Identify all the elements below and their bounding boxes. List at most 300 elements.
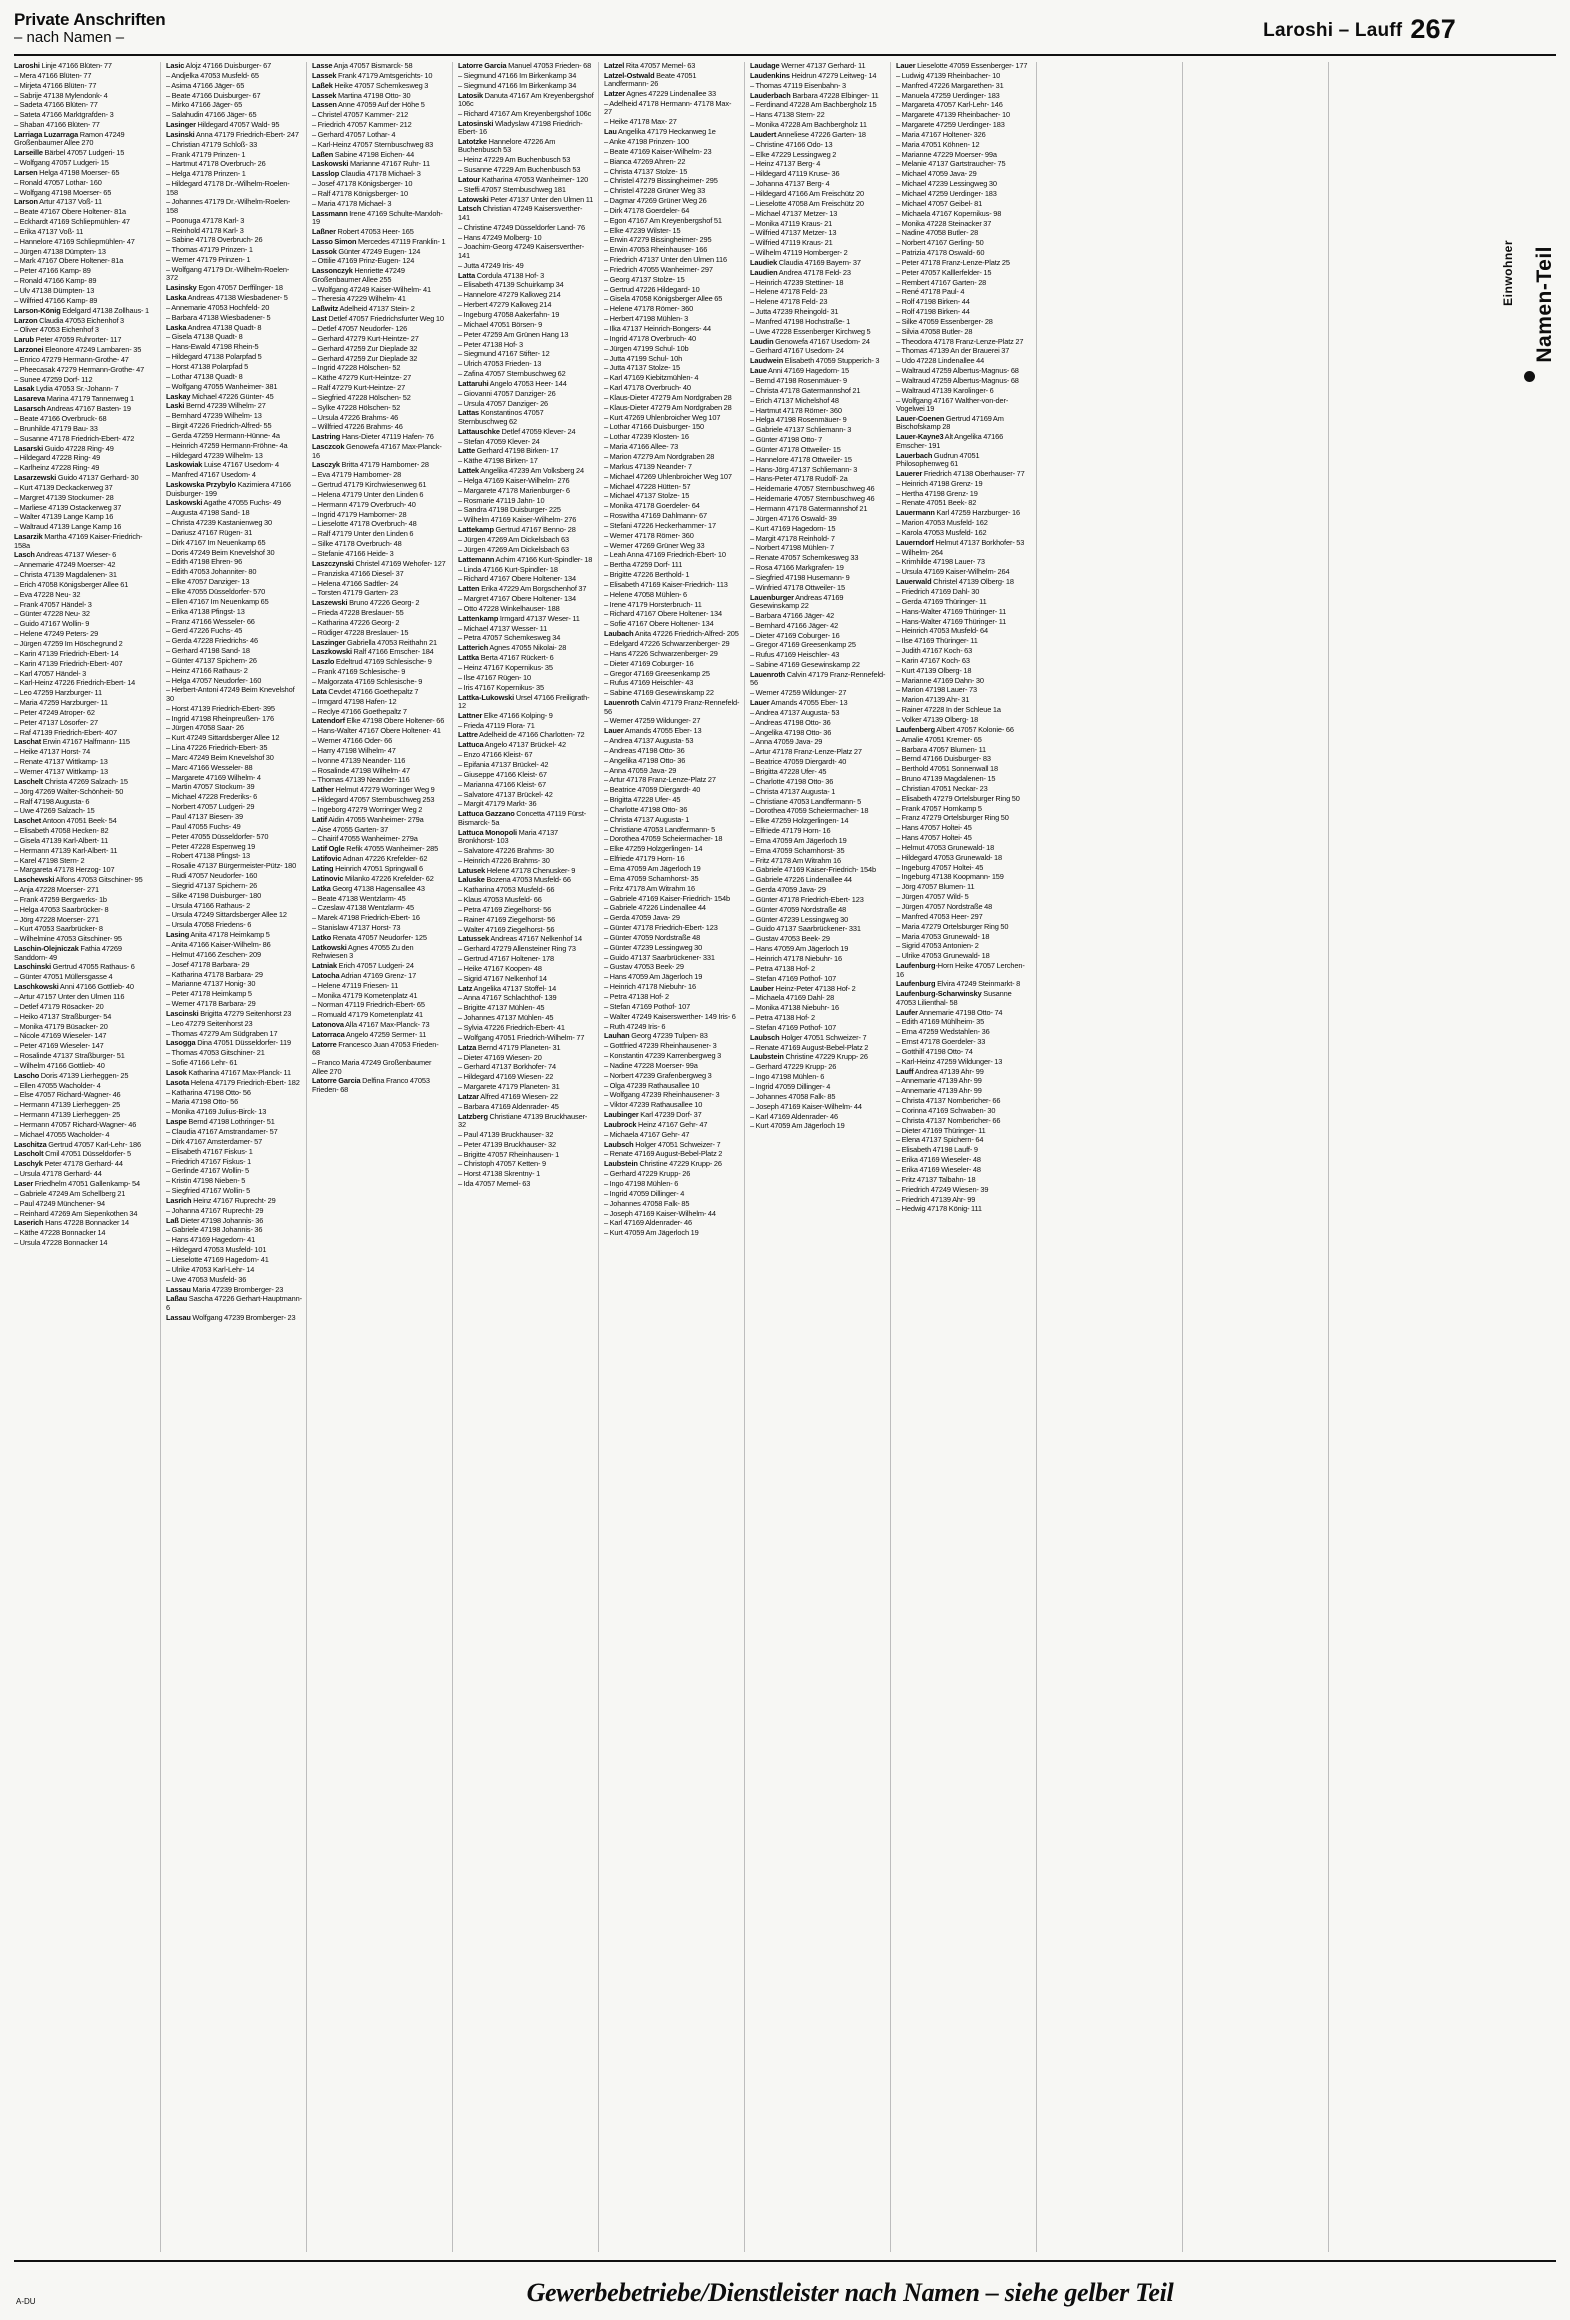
directory-entry: Laufenburg-Scharwinsky Susanne 47053 Lilienthal- 58 xyxy=(896,989,1012,1007)
directory-entry: – Charlotte 47198 Otto- 36 xyxy=(604,804,688,814)
directory-entry: – Karl 47169 Kiebitzmühlen- 4 xyxy=(604,373,699,383)
directory-entry: – Willfried 47226 Brahms- 46 xyxy=(312,422,403,432)
directory-entry: – Nadine 47228 Moerser- 99a xyxy=(604,1060,698,1070)
directory-entry: – Heidemarie 47057 Sternbuschweg 46 xyxy=(750,494,875,504)
directory-entry: – Helmut 47053 Grunewald- 18 xyxy=(896,842,995,852)
directory-entry: – Theresia 47229 Wilhelm- 41 xyxy=(312,294,406,304)
directory-entry: Larson Artur 47137 Voß- 11 xyxy=(14,197,102,207)
directory-entry: – Michael 47059 Java- 29 xyxy=(896,169,977,179)
directory-entry: Latussek Andreas 47167 Nelkenhof 14 xyxy=(458,934,583,944)
directory-entry: Lasinsky Egon 47057 Derffilnger- 18 xyxy=(166,283,283,293)
directory-entry: Lattaruhi Angelo 47053 Heer- 144 xyxy=(458,378,567,388)
directory-entry: Latinovic Milanko 47226 Krefelder- 62 xyxy=(312,873,434,883)
directory-entry: – Ingrid 47178 Overbruch- 40 xyxy=(604,333,696,343)
directory-entry: – Norbert 47198 Mühlen- 7 xyxy=(750,543,835,553)
directory-entry: – Bertha 47259 Dorf- 111 xyxy=(604,560,683,570)
directory-entry: – Stefan 47169 Pothof- 107 xyxy=(750,973,837,983)
directory-entry: – Barbara 47138 Wiesbadener- 5 xyxy=(166,312,271,322)
directory-entry: – Heinrich 47226 Brahms- 30 xyxy=(458,855,550,865)
directory-entry: Last Detlef 47057 Friedrichsfurter Weg 10 xyxy=(312,314,444,324)
name-range: Laroshi – Lauff xyxy=(1263,20,1403,41)
directory-entry: Laubrock Heinz 47167 Gehr- 47 xyxy=(604,1119,708,1129)
directory-entry: Laufer Annemarie 47198 Otto- 74 xyxy=(896,1007,1003,1017)
directory-entry: – Thomas 47119 Eisenbahn- 3 xyxy=(750,80,846,90)
directory-entry: Latosik Danuta 47167 Am Kreyenbergshof 106c xyxy=(458,90,594,108)
directory-entry: – Dorothea 47059 Scheiermacher- 18 xyxy=(750,806,869,816)
directory-entry: – Rainer 47228 In der Schleue 1a xyxy=(896,705,1001,715)
directory-entry: – Andrea 47137 Augusta- 53 xyxy=(750,707,840,717)
directory-entry: – Charlotte 47198 Otto- 36 xyxy=(750,776,834,786)
directory-entry: – Gertrud 47226 Hildegard- 10 xyxy=(604,284,700,294)
directory-entry: – Kurt 47053 Saarbrücker- 8 xyxy=(14,924,103,934)
directory-entry: Laska Andreas 47138 Wiesbadener- 5 xyxy=(166,293,288,303)
directory-entry: – Erika 47137 Voß- 11 xyxy=(14,226,84,236)
directory-entry: – Ulrike 47053 Karl-Lehr- 14 xyxy=(166,1264,255,1274)
directory-entry: – Adelheid 47178 Hermann- 47178 Max- 27 xyxy=(604,98,732,117)
directory-columns xyxy=(14,62,1484,2252)
directory-entry: – Ellen 47167 Im Neuenkamp 65 xyxy=(166,596,269,606)
directory-entry: – Lieselotte 47178 Overbruch- 48 xyxy=(312,519,417,529)
directory-entry: – Lina 47226 Friedrich-Ebert- 35 xyxy=(166,743,268,753)
directory-entry: – Helga 47053 Saarbrücker- 8 xyxy=(14,904,109,914)
directory-entry: – Hans-Jörg 47137 Schliemann- 3 xyxy=(750,464,858,474)
directory-entry: – Erna 47059 Scharnhorst- 35 xyxy=(750,845,845,855)
directory-entry: – Günter 47198 Otto- 7 xyxy=(750,435,823,445)
directory-entry: – Silke 47178 Overbruch- 48 xyxy=(312,539,402,549)
directory-entry: – Renate 47169 August-Bebel-Platz 2 xyxy=(750,1042,869,1052)
directory-entry: – Gerda 47059 Java- 29 xyxy=(604,913,680,923)
directory-entry: Laudin Genowefa 47167 Usedom- 24 xyxy=(750,336,870,346)
directory-entry: – Gregor 47169 Greesenkamp 25 xyxy=(750,640,856,650)
directory-entry: – Karl 47178 Overbruch- 40 xyxy=(604,383,691,393)
directory-entry: – Judith 47167 Koch- 63 xyxy=(896,646,973,656)
directory-entry: Latusek Helene 47178 Chenusker- 9 xyxy=(458,865,576,875)
page-title: Private Anschriften xyxy=(14,10,166,29)
directory-entry: – Beate 47166 Duisburger- 67 xyxy=(166,90,261,100)
directory-entry: Latterich Agnes 47055 Nikolai- 28 xyxy=(458,643,567,653)
directory-entry: – Angelika 47198 Otto- 36 xyxy=(750,727,832,737)
directory-entry: – Jutta 47249 Iris- 49 xyxy=(458,260,524,270)
directory-entry: – Ralf 47179 Unter den Linden 6 xyxy=(312,529,414,539)
directory-entry: – Walter 47249 Kaiserswerther- 149 Iris- 6 xyxy=(604,1011,736,1021)
directory-entry: – Marianne 47229 Moerser- 99a xyxy=(896,149,997,159)
directory-entry: – Gotthilf 47198 Otto- 74 xyxy=(896,1046,973,1056)
directory-entry: – Margarete 47179 Planeten- 31 xyxy=(458,1082,560,1092)
directory-entry: Latorre Garcia Manuel 47053 Frieden- 68 xyxy=(458,62,592,70)
directory-entry: – Beatrice 47059 Diergardt- 40 xyxy=(604,785,701,795)
directory-entry: – Marek 47198 Friedrich-Ebert- 16 xyxy=(312,913,420,923)
directory-entry: – Claudia 47167 Amstrandamer- 57 xyxy=(166,1127,278,1137)
directory-entry: Lasse Anja 47057 Bismarck- 58 xyxy=(312,62,413,70)
directory-entry: Larriaga Luzarraga Ramon 47249 Großenbaumer Allee 270 xyxy=(14,129,125,148)
directory-entry: – Frieda 47228 Breslauer- 55 xyxy=(312,608,404,618)
directory-entry: – Heiko 47137 Straßburger- 54 xyxy=(14,1011,112,1021)
directory-entry: – Olga 47239 Rathausallee 10 xyxy=(604,1080,700,1090)
directory-entry: – Walter 47139 Lange Kamp 16 xyxy=(14,512,114,522)
directory-entry: – Christa 47137 Nombericher- 66 xyxy=(896,1115,1001,1125)
directory-entry: – Margareta 47057 Karl-Lehr- 146 xyxy=(896,100,1003,110)
directory-entry: Larzonei Eleonore 47249 Lambaren- 35 xyxy=(14,345,142,355)
directory-entry: – Heike 47178 Max- 27 xyxy=(604,117,677,127)
directory-entry: Lata Cevdet 47166 Goethepaltz 7 xyxy=(312,686,419,696)
directory-entry: – Reinhard 47269 Am Siepenkothen 34 xyxy=(14,1208,138,1218)
directory-entry: – Asima 47166 Jäger- 65 xyxy=(166,80,245,90)
directory-entry: – Beatrice 47059 Diergardt- 40 xyxy=(750,757,847,767)
directory-entry: – Waltraud 47139 Lange Kamp 16 xyxy=(14,522,122,532)
directory-column-3 xyxy=(306,62,452,2252)
directory-entry: – Maria 47053 Grunewald- 18 xyxy=(896,931,990,941)
directory-entry: Lating Heinrich 47051 Springwall 6 xyxy=(312,864,423,874)
directory-entry: – Wolfgang 47057 Ludgeri- 15 xyxy=(14,158,109,168)
directory-entry: – Günter 47178 Friedrich-Ebert- 123 xyxy=(604,923,718,933)
directory-entry: Latzel-Ostwald Beate 47051 Landfermann- 26 xyxy=(604,70,697,89)
directory-entry: – Peter 47178 Heimkamp 5 xyxy=(166,989,252,999)
directory-entry: – Karlheinz 47228 Ring- 49 xyxy=(14,463,100,473)
directory-entry: – Linda 47166 Kurt-Spindler- 18 xyxy=(458,564,558,574)
directory-entry: – Siegmund 47166 Im Birkenkamp 34 xyxy=(458,70,577,80)
directory-entry: – Hartmut 47178 Römer- 360 xyxy=(750,405,842,415)
directory-entry: – Hannelore 47178 Ottweiler- 15 xyxy=(750,454,852,464)
directory-column-9 xyxy=(1182,62,1328,2252)
directory-entry: – Ingeborg 47279 Worringer Weg 2 xyxy=(312,804,423,814)
directory-entry: – Sabine 47178 Overbruch- 26 xyxy=(166,235,263,245)
directory-entry: – Gerda 47169 Thüringer- 11 xyxy=(896,596,987,606)
directory-entry: – Stefan 47169 Pothof- 107 xyxy=(604,1001,691,1011)
directory-entry: – Waltraud 47259 Albertus-Magnus- 68 xyxy=(896,366,1019,376)
directory-entry: – Gisela 47138 Quadt- 8 xyxy=(166,332,243,342)
directory-entry: – Christa 47139 Magdalenen- 31 xyxy=(14,570,117,580)
directory-entry: Laska Andrea 47138 Quadt- 8 xyxy=(166,322,262,332)
directory-entry: – Karel 47198 Stern- 2 xyxy=(14,855,85,865)
directory-entry: – Hans 47169 Hagedorn- 41 xyxy=(166,1235,256,1245)
directory-entry: – Erich 47137 Michelshof 48 xyxy=(750,395,839,405)
directory-entry: – Michael 47228 Hütten- 57 xyxy=(604,481,691,491)
directory-entry: – Leo 47279 Seitenhorst 23 xyxy=(166,1018,253,1028)
directory-entry: – Heinrich 47178 Niebuhr- 16 xyxy=(750,954,842,963)
directory-entry: – Thomas 47139 An der Brauerei 37 xyxy=(896,346,1010,356)
directory-entry: – Susanne 47178 Friedrich-Ebert- 472 xyxy=(14,433,135,443)
directory-entry: – Friedrich 47169 Dahl- 30 xyxy=(896,587,980,596)
directory-entry: – Gerda 47059 Java- 29 xyxy=(750,885,826,895)
directory-entry: – Fritz 47178 Am Witrahm 16 xyxy=(604,883,695,893)
directory-entry: – Erna 47059 Am Jägerloch 19 xyxy=(604,864,701,874)
directory-entry: – Giovanni 47057 Danziger- 26 xyxy=(458,388,556,398)
directory-entry: – Ingo 47198 Mühlen- 6 xyxy=(604,1179,679,1189)
directory-entry: Laufenberg Albert 47057 Kolonie- 66 xyxy=(896,724,1014,734)
directory-entry: – Günter 47059 Nordstraße 48 xyxy=(604,932,701,942)
directory-entry: – Heidemarie 47057 Sternbuschweg 46 xyxy=(750,484,875,494)
directory-entry: Lasinski Anna 47179 Friedrich-Ebert- 247 xyxy=(166,129,299,139)
directory-entry: Lassonczyk Henriette 47249 Großenbaumer Allee 255 xyxy=(312,266,405,284)
directory-entry: – Beate 47138 Wentzlarm- 45 xyxy=(312,893,406,903)
directory-entry: – Gisela 47058 Königsberger Allee 65 xyxy=(604,294,723,304)
directory-entry: – Friedrich 47249 Wiesen- 39 xyxy=(896,1184,989,1194)
directory-entry: – Lieselotte 47058 Am Freischütz 20 xyxy=(750,198,864,208)
directory-entry: – Edith 47198 Ehren- 96 xyxy=(166,557,243,567)
directory-entry: – Wolfgang 47239 Rheinhausener- 3 xyxy=(604,1090,720,1100)
directory-entry: – Susanne 47229 Am Buchenbusch 53 xyxy=(458,165,581,175)
directory-entry: Lattauschke Detlef 47059 Klever- 24 xyxy=(458,426,576,436)
directory-entry: – Margarete 47139 Rheinbacher- 10 xyxy=(896,110,1010,120)
directory-entry: – Thomas 47179 Prinzen- 1 xyxy=(166,245,253,255)
directory-entry: – Petra 47138 Hof- 2 xyxy=(750,1013,816,1023)
directory-entry: – Hans 47249 Molberg- 10 xyxy=(458,232,542,242)
directory-entry: – Werner 47137 Wittkamp- 13 xyxy=(14,766,109,776)
directory-entry: – Monika 47179 Büsacker- 20 xyxy=(14,1021,108,1031)
directory-entry: – Andreas 47198 Otto- 36 xyxy=(604,745,685,755)
directory-entry: – Katharina 47198 Otto- 56 xyxy=(166,1087,251,1097)
directory-entry: – Rufus 47169 Heischler- 43 xyxy=(604,678,694,688)
directory-entry: Larzon Claudia 47053 Eichenhof 3 xyxy=(14,315,125,325)
directory-entry: – Epifania 47137 Brückel- 42 xyxy=(458,760,549,770)
directory-entry: Laschat Erwin 47167 Halfmann- 115 xyxy=(14,737,130,747)
directory-entry: – Ralf 47178 Königsberger- 10 xyxy=(312,188,408,198)
directory-entry: Laszkowski Ralf 47166 Emscher- 184 xyxy=(312,647,434,657)
directory-entry: – Melanie 47137 Gartstraucher- 75 xyxy=(896,159,1006,169)
directory-entry: – Helena 47179 Unter den Linden 6 xyxy=(312,489,424,499)
directory-entry: – Michael 47137 Wesser- 11 xyxy=(458,623,548,633)
directory-entry: – Barbara 47057 Blumen- 11 xyxy=(896,744,987,754)
directory-entry: – Pheecasak 47279 Hermann-Grothe- 47 xyxy=(14,364,145,374)
directory-entry: – Marc 47166 Wesseler- 88 xyxy=(166,762,253,772)
directory-entry: Lattre Adelheid de 47166 Charlotten- 72 xyxy=(458,730,585,740)
directory-entry: – Monika 47179 Kometenplatz 41 xyxy=(312,990,418,1000)
directory-entry: Lassok Günter 47249 Eugen- 124 xyxy=(312,246,421,256)
directory-entry: – Sylvia 47226 Friedrich-Ebert- 41 xyxy=(458,1023,565,1033)
directory-entry: – Elisabeth 47058 Hecken- 82 xyxy=(14,826,109,836)
directory-entry: – Rosalinde 47137 Straßburger- 51 xyxy=(14,1051,125,1061)
directory-entry: – Friedrich 47137 Unter den Ulmen 116 xyxy=(604,255,728,265)
directory-entry: – Norbert 47167 Gerling- 50 xyxy=(896,238,984,248)
directory-entry: Latosinski Wladyslaw 47198 Friedrich-Ebert- 16 xyxy=(458,118,583,137)
directory-entry: – Michael 47137 Stolze- 15 xyxy=(604,491,690,501)
directory-entry: – Sateta 47166 Marktgrafden- 3 xyxy=(14,110,114,120)
directory-entry: – Gabriele 47226 Lindenallee 44 xyxy=(604,903,706,913)
directory-entry: Laschelt Christa 47269 Salzach- 15 xyxy=(14,776,128,786)
directory-entry: – Karl 47169 Aldenrader- 46 xyxy=(750,1111,839,1121)
directory-entry: – Paul 47055 Fuchs- 49 xyxy=(166,821,241,831)
directory-entry: – Gustav 47053 Beek- 29 xyxy=(750,934,830,944)
directory-entry: – Margareta 47178 Herzog- 107 xyxy=(14,865,115,875)
directory-entry: Laschinski Gertrud 47055 Rathaus- 6 xyxy=(14,962,135,972)
directory-entry: Lasinger Hildegard 47057 Wald- 95 xyxy=(166,120,280,130)
directory-entry: – Peter 47057 Kalllerfelder- 15 xyxy=(896,267,992,277)
directory-entry: – Ilse 47169 Thüringer- 11 xyxy=(896,636,978,646)
directory-entry: – Helene 47178 Feld- 23 xyxy=(750,297,828,307)
directory-entry: – Georg 47137 Stolze- 15 xyxy=(604,274,685,284)
directory-entry: – Werner 47259 Wildunger- 27 xyxy=(604,716,701,726)
directory-entry: – Peter 47228 Espenweg 19 xyxy=(166,841,256,851)
directory-entry: Latzer Agnes 47229 Lindenallee 33 xyxy=(604,89,716,99)
directory-entry: – Herbert 47198 Mühlen- 3 xyxy=(604,314,689,324)
directory-entry: – Christian 47051 Neckar- 23 xyxy=(896,783,988,793)
directory-entry: – Gabriele 47198 Johannis- 36 xyxy=(166,1225,263,1235)
directory-entry: – Monika 47228 Steinacker 37 xyxy=(896,218,992,228)
directory-entry: – Elke 47259 Holzgerlingen- 14 xyxy=(750,816,849,826)
directory-entry: – Gustav 47053 Beek- 29 xyxy=(604,962,684,972)
directory-entry: Lassek Martina 47198 Otto- 30 xyxy=(312,90,411,100)
directory-entry: – Erika 47169 Wieseler- 48 xyxy=(896,1155,981,1165)
directory-entry: – Richard 47167 Obere Holtener- 134 xyxy=(458,574,576,584)
directory-entry: – Ingrid 47198 Rheinpreußen- 176 xyxy=(166,713,274,723)
directory-entry: Larseille Bärbel 47057 Ludgeri- 15 xyxy=(14,148,125,158)
directory-entry: – Elke 47057 Danziger- 13 xyxy=(166,577,250,587)
directory-entry: – Zafina 47057 Sternbuschweg 62 xyxy=(458,369,566,379)
directory-entry: Lassen Anne 47059 Auf der Höhe 5 xyxy=(312,100,425,110)
directory-entry: – Werner 47269 Grüner Weg 33 xyxy=(604,540,705,550)
directory-entry: – Gerhard 47167 Usedom- 24 xyxy=(750,346,844,356)
directory-entry: – Helene 47249 Peters- 29 xyxy=(14,629,99,639)
directory-entry: – Robert 47138 Pfingst- 13 xyxy=(166,851,251,861)
directory-entry: – Dirk 47167 Amsterdamer- 57 xyxy=(166,1136,263,1146)
directory-entry: – Salvatore 47226 Brahms- 30 xyxy=(458,845,554,855)
directory-entry: – Jürgen 47057 Wild- 5 xyxy=(896,892,969,902)
directory-entry: – Barbara 47166 Jäger- 42 xyxy=(750,610,835,620)
directory-entry: – Gerlinde 47167 Wollin- 5 xyxy=(166,1166,250,1176)
directory-entry: Lauer-Coenen Gertrud 47169 Am Bischofskamp 28 xyxy=(896,413,1004,432)
directory-entry: – Mirjeta 47166 Blüten- 77 xyxy=(14,80,97,90)
directory-entry: Laskowska Przybylo Kazimiera 47166 Duisburger- 199 xyxy=(166,480,291,498)
directory-entry: – Margit 47179 Markt- 36 xyxy=(458,799,537,809)
directory-entry: – Heike 47167 Koopen- 48 xyxy=(458,963,542,973)
directory-entry: Larson-König Edelgard 47138 Zollhaus- 1 xyxy=(14,305,150,315)
directory-entry: – Siegmund 47167 Stifter- 12 xyxy=(458,349,550,359)
directory-entry: – Katharina 47053 Musfeld- 66 xyxy=(458,885,555,895)
directory-entry: – Volker 47139 Olberg- 18 xyxy=(896,714,979,724)
directory-entry: – Jürgen 47269 Am Dickelsbach 63 xyxy=(458,544,569,554)
directory-entry: – Frieda 47119 Flora- 71 xyxy=(458,720,535,730)
directory-entry: – Detlef 47179 Rösacker- 20 xyxy=(14,1001,104,1011)
directory-entry: – Elke 47055 Düsseldorfer- 570 xyxy=(166,587,266,596)
directory-entry: – Ingrid 47059 Dillinger- 4 xyxy=(604,1188,685,1198)
directory-entry: – Annemarie 47053 Hochfeld- 20 xyxy=(166,302,270,312)
directory-entry: – Katharina 47178 Barbara- 29 xyxy=(166,969,263,979)
directory-entry: Laßek Heike 47057 Schemkesweg 3 xyxy=(312,80,429,90)
directory-entry: Lasch Andreas 47137 Wieser- 6 xyxy=(14,550,117,560)
directory-entry: – Elke 47259 Holzgerlingen- 14 xyxy=(604,844,703,854)
directory-entry: – Rolf 47198 Birken- 44 xyxy=(896,297,970,307)
directory-entry: – Klaus-Dieter 47279 Am Nordgraben 28 xyxy=(604,402,732,412)
directory-entry: – Brigitte 47226 Berthold- 1 xyxy=(604,570,690,580)
directory-entry: – Margarete 47259 Uerdinger- 183 xyxy=(896,120,1005,130)
directory-entry: – Herbert 47279 Kalkweg 214 xyxy=(458,300,552,310)
directory-entry: – Friedrich 47055 Wanheimer- 297 xyxy=(604,264,713,274)
directory-entry: – Gerhard 47259 Zur Dieplade 32 xyxy=(312,343,418,353)
directory-entry: – Dorothea 47059 Scheiermacher- 18 xyxy=(604,834,723,844)
directory-entry: Latorraca Angelo 47259 Sermer- 11 xyxy=(312,1029,427,1039)
directory-entry: – Ferdinand 47228 Am Bachbergholz 15 xyxy=(750,100,877,110)
directory-entry: – Gisela 47139 Karl-Albert- 11 xyxy=(14,835,109,845)
directory-entry: Lather Helmut 47279 Worringer Weg 9 xyxy=(312,785,435,795)
directory-entry: – Czeslaw 47138 Wentzlarm- 45 xyxy=(312,903,414,913)
directory-entry: Lassmann Irene 47169 Schulte-Marxloh- 19 xyxy=(312,208,443,227)
directory-entry: – Ingrid 47179 Hamborner- 28 xyxy=(312,509,407,519)
directory-entry: – Stefanie 47166 Heide- 3 xyxy=(312,549,394,559)
directory-entry: Laszewski Bruno 47226 Georg- 2 xyxy=(312,598,420,608)
directory-entry: – Hans 47057 Holtei- 45 xyxy=(896,833,972,843)
directory-entry: – Gabriele 47249 Am Schellberg 21 xyxy=(14,1188,126,1198)
directory-entry: – Hartmut 47178 Overbruch- 26 xyxy=(166,159,266,169)
directory-entry: Laudage Werner 47137 Gerhard- 11 xyxy=(750,62,866,70)
directory-entry: – Paul 47139 Bruckhauser- 32 xyxy=(458,1129,554,1139)
directory-entry: – Marliese 47139 Ostackerweg 37 xyxy=(14,502,122,512)
directory-entry: – Edith 47169 Mühlheim- 35 xyxy=(896,1017,985,1027)
directory-entry: – Artur 47178 Franz-Lenze-Platz 27 xyxy=(604,775,716,785)
directory-entry: – Theodora 47178 Franz-Lenze-Platz 27 xyxy=(896,336,1024,346)
directory-entry: – Markus 47139 Neander- 7 xyxy=(604,461,692,471)
directory-entry: – Marianna 47166 Kleist- 67 xyxy=(458,779,547,789)
directory-entry: – Sigrid 47167 Nelkenhof 14 xyxy=(458,973,547,983)
directory-entry: – Dirk 47167 Im Neuenkamp 65 xyxy=(166,537,266,547)
directory-entry: – Günter 47051 Müllersgasse 4 xyxy=(14,972,113,982)
directory-entry: – Jörg 47269 Walter-Schönheit- 50 xyxy=(14,786,124,796)
directory-entry: – Elisabeth 47169 Kaiser-Friedrich- 113 xyxy=(604,579,728,589)
directory-entry: Latowski Peter 47137 Unter den Ulmen 11 xyxy=(458,194,594,204)
directory-entry: – Karin 47167 Koch- 63 xyxy=(896,655,970,665)
directory-entry: – Annemarie 47249 Moerser- 42 xyxy=(14,560,116,570)
directory-entry: Lauerndorf Helmut 47137 Borkhofer- 53 xyxy=(896,537,1025,547)
directory-entry: – Hildegard 47138 Polarpfad 5 xyxy=(166,352,262,362)
directory-entry: – Hildegard 47053 Grunewald- 18 xyxy=(896,852,1003,862)
directory-entry: – Doris 47249 Beim Knevelshof 30 xyxy=(166,547,275,557)
directory-entry: – Heinrich 47239 Stettiner- 18 xyxy=(750,277,844,287)
directory-entry: – Franco Maria 47249 Großenbaumer Allee 270 xyxy=(312,1058,432,1076)
directory-entry: Laskowski Marianne 47167 Ruhr- 11 xyxy=(312,159,430,169)
directory-entry: – Gerhard 47229 Krupp- 26 xyxy=(750,1062,837,1072)
directory-entry: – Reclye 47166 Goethepaltz 7 xyxy=(312,706,407,716)
directory-entry: – Günter 47059 Nordstraße 48 xyxy=(750,904,847,914)
directory-entry: – Michaela 47169 Dahl- 28 xyxy=(750,993,835,1003)
directory-entry: – Uwe 47228 Essenberger Kirchweg 5 xyxy=(750,326,871,336)
directory-entry: – Eckhardt 47169 Schliepmühlen- 47 xyxy=(14,217,130,227)
directory-entry: – Renate 47137 Wittkamp- 13 xyxy=(14,757,108,767)
directory-entry: – Reinhold 47178 Karl- 3 xyxy=(166,225,244,235)
directory-entry: – Heinz 47166 Rathaus- 2 xyxy=(166,665,248,675)
directory-entry: – Lothar 47166 Duisburger- 150 xyxy=(604,422,704,432)
directory-entry: Laufenburg Elvira 47249 Steinmarkt- 8 xyxy=(896,979,1021,989)
directory-entry: – Jürgen 47176 Oswald- 39 xyxy=(750,513,837,523)
directory-entry: – Peter 47055 Düsseldorfer- 570 xyxy=(166,831,269,841)
directory-entry: – Martin 47057 Stockum- 39 xyxy=(166,782,255,792)
directory-entry: Laubinger Karl 47239 Dorf- 37 xyxy=(604,1110,702,1120)
directory-entry: – Christel 47057 Kammer- 212 xyxy=(312,110,409,120)
directory-entry: – Wolfgang 47167 Walther-von-der-Vogelwei 19 xyxy=(896,395,1009,414)
directory-entry: – Barbara 47169 Aldenrader- 45 xyxy=(458,1101,559,1111)
directory-entry: – Ingeburg 47058 Aakerfahn- 19 xyxy=(458,309,560,319)
directory-entry: Laudert Anneliese 47226 Garten- 18 xyxy=(750,129,866,139)
directory-entry: – Karl 47057 Händel- 3 xyxy=(14,668,87,678)
directory-entry: – Birgit 47226 Friedrich-Alfred- 55 xyxy=(166,421,272,431)
directory-entry: – Maria 47259 Harzburger- 11 xyxy=(14,698,108,708)
directory-entry: – Dieter 47169 Coburger- 16 xyxy=(604,658,694,668)
directory-entry: – Norbert 47239 Grafenbergweg 3 xyxy=(604,1070,712,1080)
directory-entry: – Michael 47055 Wacholder- 4 xyxy=(14,1129,110,1139)
directory-entry: – Manfred 47198 Hochstraße- 1 xyxy=(750,316,851,326)
directory-entry: – Johannes 47058 Falk- 85 xyxy=(604,1198,690,1208)
directory-entry: – Udo 47228 Lindenallee 44 xyxy=(896,356,985,366)
directory-entry: – Anna 47059 Java- 29 xyxy=(750,737,823,747)
directory-entry: Lasareva Marina 47179 Tannenweg 1 xyxy=(14,394,135,404)
directory-entry: – Stanislaw 47137 Horst- 73 xyxy=(312,923,401,933)
directory-entry: – Sylke 47228 Hölschen- 52 xyxy=(312,402,401,412)
directory-entry: – Hildegard 47057 Sternbuschweg 253 xyxy=(312,795,435,805)
directory-entry: – Poonuga 47178 Karl- 3 xyxy=(166,215,245,225)
directory-entry: Lasota Helena 47179 Friedrich-Ebert- 182 xyxy=(166,1077,300,1087)
directory-entry: – Wolfgang 47249 Kaiser-Wilhelm- 41 xyxy=(312,284,431,294)
directory-entry: Laluske Bozena 47053 Musfeld- 66 xyxy=(458,875,571,885)
directory-entry: Laudwein Elisabeth 47059 Stupperich- 3 xyxy=(750,356,880,366)
directory-entry: – Augusta 47198 Sand- 18 xyxy=(166,508,250,518)
